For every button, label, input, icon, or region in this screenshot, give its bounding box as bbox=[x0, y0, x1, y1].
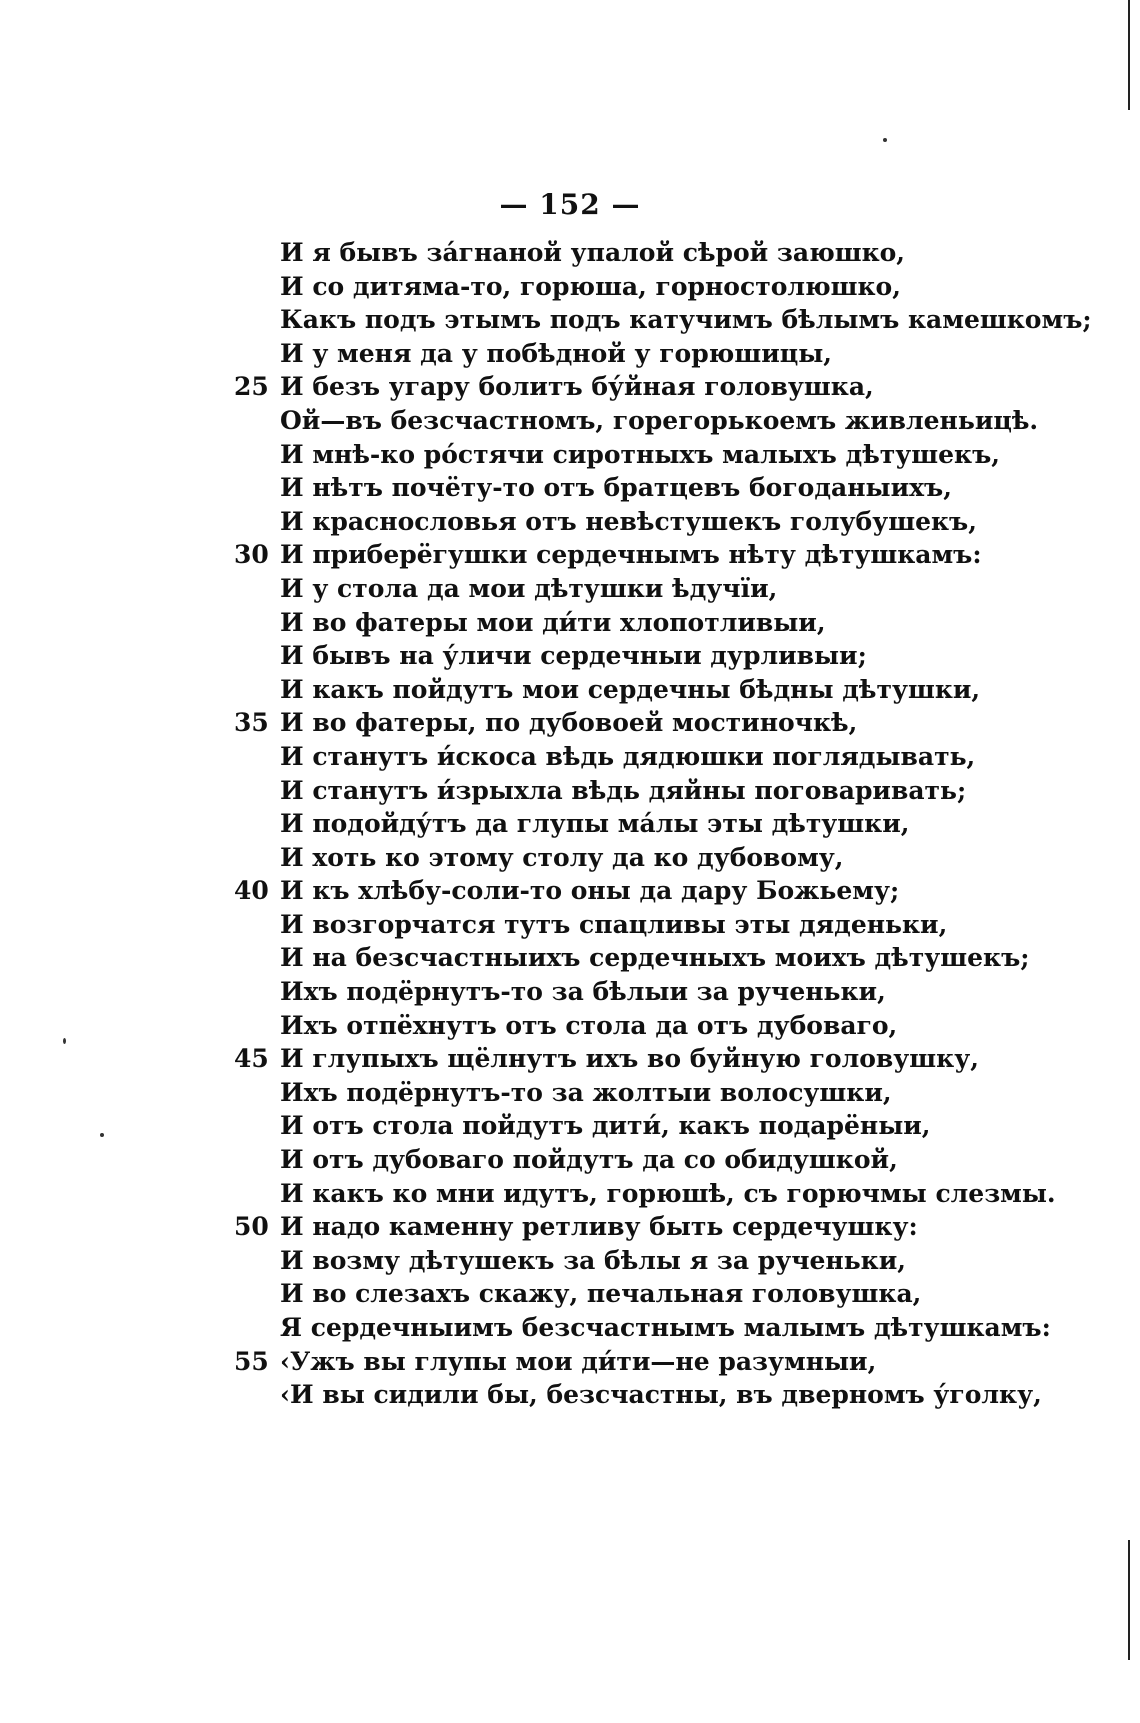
poem-line bbox=[0, 1244, 1140, 1278]
line-text: И приберёгушки сердечнымъ нѣту дѣтушкамъ: bbox=[280, 540, 982, 570]
line-text: И какъ ко мни идутъ, горюшѣ, съ горючмы слезмы. bbox=[280, 1178, 1056, 1208]
line-text: И у меня да у побѣдной у горюшицы, bbox=[280, 338, 832, 368]
poem-line bbox=[0, 1345, 1140, 1379]
line-text: Какъ подъ этымъ подъ катучимъ бѣлымъ камешкомъ; bbox=[280, 305, 1092, 335]
line-text: И глупыхъ щёлнутъ ихъ во буйную головушку, bbox=[280, 1044, 979, 1074]
poem-line bbox=[0, 1311, 1140, 1345]
poem-line bbox=[0, 303, 1140, 337]
poem-line bbox=[0, 706, 1140, 740]
poem-line bbox=[0, 1143, 1140, 1177]
line-text: И какъ пойдутъ мои сердечны бѣдны дѣтушки, bbox=[280, 674, 981, 704]
line-text: И у стола да мои дѣтушки ѣдучїи, bbox=[280, 573, 778, 603]
poem-line bbox=[0, 572, 1140, 606]
line-text: И хоть ко этому столу да ко дубовому, bbox=[280, 842, 844, 872]
line-text: И нѣтъ почёту-то отъ братцевъ богоданыихъ, bbox=[280, 473, 952, 503]
poem-line bbox=[0, 236, 1140, 270]
poem-line bbox=[0, 941, 1140, 975]
line-number: 35 bbox=[234, 708, 269, 738]
line-text: И мнѣ-ко ро́стячи сиротныхъ малыхъ дѣтушекъ, bbox=[280, 439, 1000, 469]
line-text: И во фатеры, по дубовоей мостиночкѣ, bbox=[280, 708, 858, 738]
poem-line bbox=[0, 740, 1140, 774]
line-text: И отъ стола пойдутъ дити́, какъ подарёныи, bbox=[280, 1111, 931, 1141]
poem-line bbox=[0, 505, 1140, 539]
page-number: — 152 — bbox=[499, 188, 641, 221]
line-text: Ой—въ безсчастномъ, горегорькоемъ живленьицѣ. bbox=[280, 405, 1039, 435]
poem-line bbox=[0, 908, 1140, 942]
line-number: 50 bbox=[234, 1212, 269, 1242]
poem-line bbox=[0, 370, 1140, 404]
line-number: 25 bbox=[234, 372, 269, 402]
line-text: Ихъ отпёхнутъ отъ стола да отъ дубоваго, bbox=[280, 1010, 898, 1040]
line-text: И возму дѣтушекъ за бѣлы я за рученьки, bbox=[280, 1245, 906, 1275]
poem-line bbox=[0, 337, 1140, 371]
poem-line bbox=[0, 538, 1140, 572]
line-text: ‹Ужъ вы глупы мои ди́ти—не разумныи, bbox=[280, 1346, 877, 1376]
line-text: Ихъ подёрнутъ-то за жолтыи волосушки, bbox=[280, 1077, 892, 1107]
poem-line bbox=[0, 975, 1140, 1009]
line-text: Я сердечныимъ безсчастнымъ малымъ дѣтушкамъ: bbox=[280, 1313, 1051, 1342]
line-text: И отъ дубоваго пойдутъ да со обидушкой, bbox=[280, 1145, 898, 1175]
line-number: 45 bbox=[234, 1044, 269, 1074]
page-edge-mark bbox=[1128, 0, 1130, 110]
line-text: Ихъ подёрнутъ-то за бѣлыи за рученьки, bbox=[280, 977, 886, 1007]
line-text: И я бывъ за́гнаной упалой сѣрой заюшко, bbox=[280, 238, 906, 267]
page-edge-mark bbox=[1128, 1540, 1130, 1660]
line-text: И со дитяма-то, горюша, горностолюшко, bbox=[280, 271, 901, 301]
poem-line bbox=[0, 270, 1140, 304]
line-text: И во слезахъ скажу, печальная головушка, bbox=[280, 1279, 922, 1309]
poem-line bbox=[0, 471, 1140, 505]
poem-line bbox=[0, 1277, 1140, 1311]
poem-line bbox=[0, 1076, 1140, 1110]
line-text: И станутъ и́зрыхла вѣдь дяйны поговаривать; bbox=[280, 775, 967, 805]
poem-line bbox=[0, 639, 1140, 673]
line-text: И надо каменну ретливу быть сердечушку: bbox=[280, 1212, 918, 1242]
line-text: И къ хлѣбу-соли-то оны да дару Божьему; bbox=[280, 876, 900, 906]
line-number: 55 bbox=[234, 1346, 269, 1376]
line-text: И краснословья отъ невѣстушекъ голубушекъ, bbox=[280, 506, 977, 536]
poem-line bbox=[0, 874, 1140, 908]
poem-line bbox=[0, 1177, 1140, 1211]
poem-line bbox=[0, 774, 1140, 808]
poem-text bbox=[0, 236, 1140, 1412]
line-text: И станутъ и́скоса вѣдь дядюшки поглядывать, bbox=[280, 741, 976, 771]
line-text: И подойду́тъ да глупы ма́лы эты дѣтушки, bbox=[280, 809, 910, 839]
poem-line bbox=[0, 404, 1140, 438]
poem-line bbox=[0, 841, 1140, 875]
line-text: И во фатеры мои ди́ти хлопотливыи, bbox=[280, 607, 826, 637]
line-text: ‹И вы сидили бы, безсчастны, въ дверномъ у́голку, bbox=[280, 1380, 1042, 1410]
poem-line bbox=[0, 1109, 1140, 1143]
poem-line bbox=[0, 1210, 1140, 1244]
poem-line bbox=[0, 1378, 1140, 1412]
line-text: И безъ угару болитъ бу́йная головушка, bbox=[280, 372, 874, 402]
line-number: 40 bbox=[234, 876, 269, 906]
poem-line bbox=[0, 606, 1140, 640]
line-text: И бывъ на у́личи сердечныи дурливыи; bbox=[280, 641, 867, 671]
poem-line bbox=[0, 673, 1140, 707]
poem-line bbox=[0, 1009, 1140, 1043]
ink-speck bbox=[883, 138, 887, 142]
poem-line bbox=[0, 807, 1140, 841]
line-text: И на безсчастныихъ сердечныхъ моихъ дѣтушекъ; bbox=[280, 943, 1030, 973]
poem-line bbox=[0, 1042, 1140, 1076]
line-number: 30 bbox=[234, 540, 269, 570]
line-text: И возгорчатся тутъ спацливы эты дяденьки, bbox=[280, 909, 948, 939]
poem-line bbox=[0, 438, 1140, 472]
